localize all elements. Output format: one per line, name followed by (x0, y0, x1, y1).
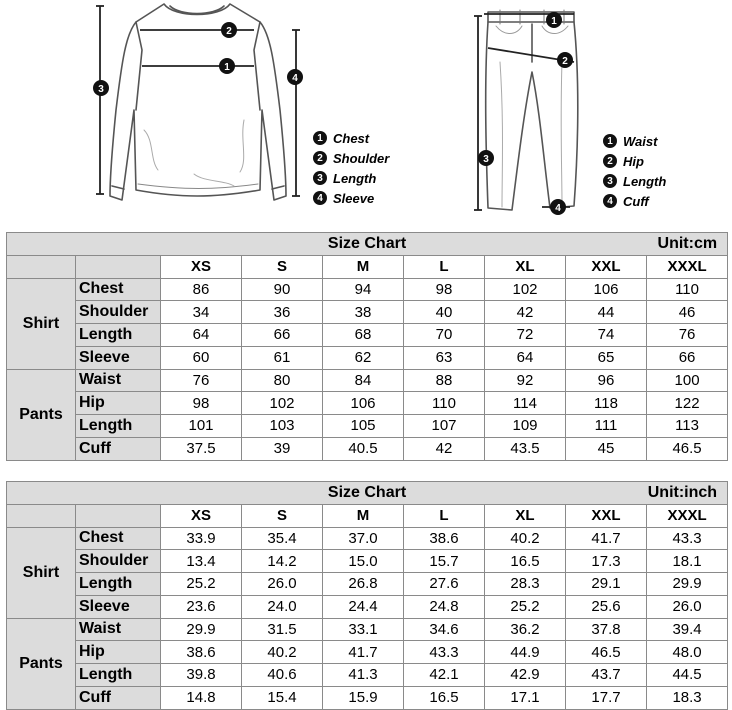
value-cell: 38.6 (404, 527, 485, 550)
value-cell: 62 (323, 346, 404, 369)
value-cell: 41.7 (566, 527, 647, 550)
value-cell: 41.7 (323, 641, 404, 664)
value-cell: 33.9 (161, 527, 242, 550)
table-row (7, 550, 728, 573)
size-header: M (323, 504, 404, 527)
value-cell: 41.3 (323, 664, 404, 687)
legend-item (603, 171, 666, 191)
legend-number: 2 (603, 154, 617, 168)
value-cell: 92 (485, 369, 566, 392)
value-cell: 105 (323, 415, 404, 438)
value-cell: 48.0 (647, 641, 728, 664)
measurement-label: Sleeve (76, 346, 161, 369)
value-cell: 42 (485, 301, 566, 324)
value-cell: 110 (404, 392, 485, 415)
legend-item (603, 191, 666, 211)
size-header: S (242, 504, 323, 527)
size-header: XS (161, 255, 242, 278)
measurement-label: Length (76, 664, 161, 687)
value-cell: 17.3 (566, 550, 647, 573)
value-cell: 17.7 (566, 686, 647, 709)
empty-header-cell (76, 504, 161, 527)
value-cell: 96 (566, 369, 647, 392)
group-label: Pants (7, 369, 76, 460)
size-header: XL (485, 504, 566, 527)
value-cell: 63 (404, 346, 485, 369)
table-row (7, 415, 728, 438)
value-cell: 31.5 (242, 618, 323, 641)
value-cell: 64 (161, 324, 242, 347)
value-cell: 34 (161, 301, 242, 324)
legend-label: Length (333, 170, 377, 186)
value-cell: 98 (161, 392, 242, 415)
shirt-marker-chest: 1 (224, 62, 230, 73)
value-cell: 26.0 (647, 595, 728, 618)
value-cell: 17.1 (485, 686, 566, 709)
pants-marker-hip: 2 (562, 56, 568, 67)
measurement-label: Sleeve (76, 595, 161, 618)
table-row (7, 664, 728, 687)
measurement-label: Shoulder (76, 550, 161, 573)
value-cell: 122 (647, 392, 728, 415)
value-cell: 94 (323, 278, 404, 301)
value-cell: 14.2 (242, 550, 323, 573)
pants-marker-cuff: 4 (555, 203, 561, 214)
value-cell: 114 (485, 392, 566, 415)
value-cell: 46.5 (566, 641, 647, 664)
measurement-label: Hip (76, 641, 161, 664)
pants-marker-length: 3 (483, 154, 489, 165)
legend-item (313, 188, 389, 208)
value-cell: 42.9 (485, 664, 566, 687)
legend-item (603, 131, 666, 151)
shirt-measurement-diagram (84, 0, 314, 215)
value-cell: 44.9 (485, 641, 566, 664)
table-row (7, 346, 728, 369)
value-cell: 37.8 (566, 618, 647, 641)
value-cell: 74 (566, 324, 647, 347)
legend-item (313, 128, 389, 148)
value-cell: 25.2 (485, 595, 566, 618)
size-header: XXL (566, 255, 647, 278)
size-chart-table-cm (6, 232, 728, 461)
title-row (7, 482, 728, 505)
legend-label: Cuff (623, 193, 649, 209)
table-row (7, 641, 728, 664)
measurement-label: Waist (76, 369, 161, 392)
empty-header-cell (7, 504, 76, 527)
value-cell: 70 (404, 324, 485, 347)
legend-label: Shoulder (333, 150, 390, 166)
measurement-illustrations (0, 0, 732, 222)
value-cell: 80 (242, 369, 323, 392)
measurement-label: Length (76, 415, 161, 438)
legend-number: 3 (313, 171, 327, 185)
value-cell: 86 (161, 278, 242, 301)
legend-number: 4 (603, 194, 617, 208)
value-cell: 40.6 (242, 664, 323, 687)
table-row (7, 324, 728, 347)
value-cell: 24.8 (404, 595, 485, 618)
value-cell: 23.6 (161, 595, 242, 618)
value-cell: 101 (161, 415, 242, 438)
value-cell: 111 (566, 415, 647, 438)
value-cell: 42.1 (404, 664, 485, 687)
group-label: Pants (7, 618, 76, 709)
measurement-label: Shoulder (76, 301, 161, 324)
value-cell: 26.0 (242, 573, 323, 596)
value-cell: 64 (485, 346, 566, 369)
shirt-legend (313, 128, 389, 208)
measurement-label: Length (76, 573, 161, 596)
value-cell: 60 (161, 346, 242, 369)
value-cell: 113 (647, 415, 728, 438)
value-cell: 13.4 (161, 550, 242, 573)
value-cell: 16.5 (485, 550, 566, 573)
value-cell: 39.4 (647, 618, 728, 641)
legend-number: 3 (603, 174, 617, 188)
value-cell: 15.7 (404, 550, 485, 573)
value-cell: 15.9 (323, 686, 404, 709)
value-cell: 76 (647, 324, 728, 347)
group-label: Shirt (7, 527, 76, 618)
value-cell: 25.2 (161, 573, 242, 596)
group-label: Shirt (7, 278, 76, 369)
measurement-label: Chest (76, 527, 161, 550)
value-cell: 40.2 (242, 641, 323, 664)
value-cell: 66 (647, 346, 728, 369)
legend-number: 4 (313, 191, 327, 205)
title-cell (7, 233, 728, 256)
value-cell: 100 (647, 369, 728, 392)
size-header: XXXL (647, 504, 728, 527)
pants-marker-waist: 1 (551, 16, 557, 27)
title-row (7, 233, 728, 256)
value-cell: 35.4 (242, 527, 323, 550)
value-cell: 40.2 (485, 527, 566, 550)
value-cell: 84 (323, 369, 404, 392)
size-header: XS (161, 504, 242, 527)
measurement-label: Chest (76, 278, 161, 301)
pants-legend (603, 131, 666, 211)
value-cell: 43.7 (566, 664, 647, 687)
table-row (7, 369, 728, 392)
table-row (7, 527, 728, 550)
empty-header-cell (76, 255, 161, 278)
value-cell: 46.5 (647, 437, 728, 460)
value-cell: 24.0 (242, 595, 323, 618)
value-cell: 66 (242, 324, 323, 347)
value-cell: 37.5 (161, 437, 242, 460)
empty-header-cell (7, 255, 76, 278)
table-title: Size Chart (327, 483, 407, 501)
legend-item (313, 168, 389, 188)
legend-label: Chest (333, 130, 370, 146)
value-cell: 68 (323, 324, 404, 347)
legend-label: Waist (623, 133, 658, 149)
value-cell: 14.8 (161, 686, 242, 709)
value-cell: 45 (566, 437, 647, 460)
size-header: S (242, 255, 323, 278)
legend-item (313, 148, 389, 168)
value-cell: 98 (404, 278, 485, 301)
value-cell: 34.6 (404, 618, 485, 641)
shirt-marker-shoulder: 2 (226, 26, 232, 37)
size-header: L (404, 255, 485, 278)
value-cell: 40.5 (323, 437, 404, 460)
value-cell: 42 (404, 437, 485, 460)
table-row (7, 437, 728, 460)
value-cell: 39 (242, 437, 323, 460)
value-cell: 28.3 (485, 573, 566, 596)
value-cell: 37.0 (323, 527, 404, 550)
legend-number: 1 (603, 134, 617, 148)
value-cell: 102 (242, 392, 323, 415)
value-cell: 44.5 (647, 664, 728, 687)
value-cell: 107 (404, 415, 485, 438)
value-cell: 44 (566, 301, 647, 324)
value-cell: 90 (242, 278, 323, 301)
table-title: Size Chart (327, 234, 407, 252)
legend-item (603, 151, 666, 171)
table-row (7, 301, 728, 324)
measurement-label: Waist (76, 618, 161, 641)
size-header: L (404, 504, 485, 527)
value-cell: 76 (161, 369, 242, 392)
value-cell: 29.1 (566, 573, 647, 596)
table-row (7, 618, 728, 641)
value-cell: 18.1 (647, 550, 728, 573)
legend-number: 2 (313, 151, 327, 165)
value-cell: 43.5 (485, 437, 566, 460)
size-header-row (7, 255, 728, 278)
value-cell: 29.9 (161, 618, 242, 641)
value-cell: 26.8 (323, 573, 404, 596)
legend-label: Hip (623, 153, 644, 169)
unit-label: Unit:cm (657, 234, 718, 252)
value-cell: 15.0 (323, 550, 404, 573)
size-header: M (323, 255, 404, 278)
value-cell: 61 (242, 346, 323, 369)
legend-label: Length (623, 173, 667, 189)
value-cell: 43.3 (404, 641, 485, 664)
shirt-marker-length: 3 (98, 84, 104, 95)
value-cell: 43.3 (647, 527, 728, 550)
table-row (7, 595, 728, 618)
pants-measurement-diagram (470, 2, 600, 217)
value-cell: 25.6 (566, 595, 647, 618)
table-row (7, 392, 728, 415)
value-cell: 18.3 (647, 686, 728, 709)
unit-label: Unit:inch (647, 483, 718, 501)
table-row (7, 278, 728, 301)
table-row (7, 573, 728, 596)
value-cell: 88 (404, 369, 485, 392)
value-cell: 110 (647, 278, 728, 301)
value-cell: 39.8 (161, 664, 242, 687)
size-header: XL (485, 255, 566, 278)
value-cell: 27.6 (404, 573, 485, 596)
measurement-label: Cuff (76, 437, 161, 460)
value-cell: 38.6 (161, 641, 242, 664)
value-cell: 16.5 (404, 686, 485, 709)
measurement-label: Cuff (76, 686, 161, 709)
value-cell: 102 (485, 278, 566, 301)
size-chart-table-inch (6, 481, 728, 710)
value-cell: 36 (242, 301, 323, 324)
value-cell: 65 (566, 346, 647, 369)
value-cell: 40 (404, 301, 485, 324)
measurement-label: Length (76, 324, 161, 347)
legend-label: Sleeve (333, 190, 375, 206)
value-cell: 38 (323, 301, 404, 324)
value-cell: 118 (566, 392, 647, 415)
measurement-label: Hip (76, 392, 161, 415)
title-cell (7, 482, 728, 505)
value-cell: 24.4 (323, 595, 404, 618)
size-header-row (7, 504, 728, 527)
value-cell: 36.2 (485, 618, 566, 641)
value-cell: 29.9 (647, 573, 728, 596)
value-cell: 103 (242, 415, 323, 438)
value-cell: 15.4 (242, 686, 323, 709)
value-cell: 72 (485, 324, 566, 347)
shirt-marker-sleeve: 4 (292, 73, 298, 84)
table-row (7, 686, 728, 709)
size-header: XXXL (647, 255, 728, 278)
legend-number: 1 (313, 131, 327, 145)
value-cell: 109 (485, 415, 566, 438)
value-cell: 106 (323, 392, 404, 415)
value-cell: 33.1 (323, 618, 404, 641)
size-header: XXL (566, 504, 647, 527)
value-cell: 106 (566, 278, 647, 301)
value-cell: 46 (647, 301, 728, 324)
